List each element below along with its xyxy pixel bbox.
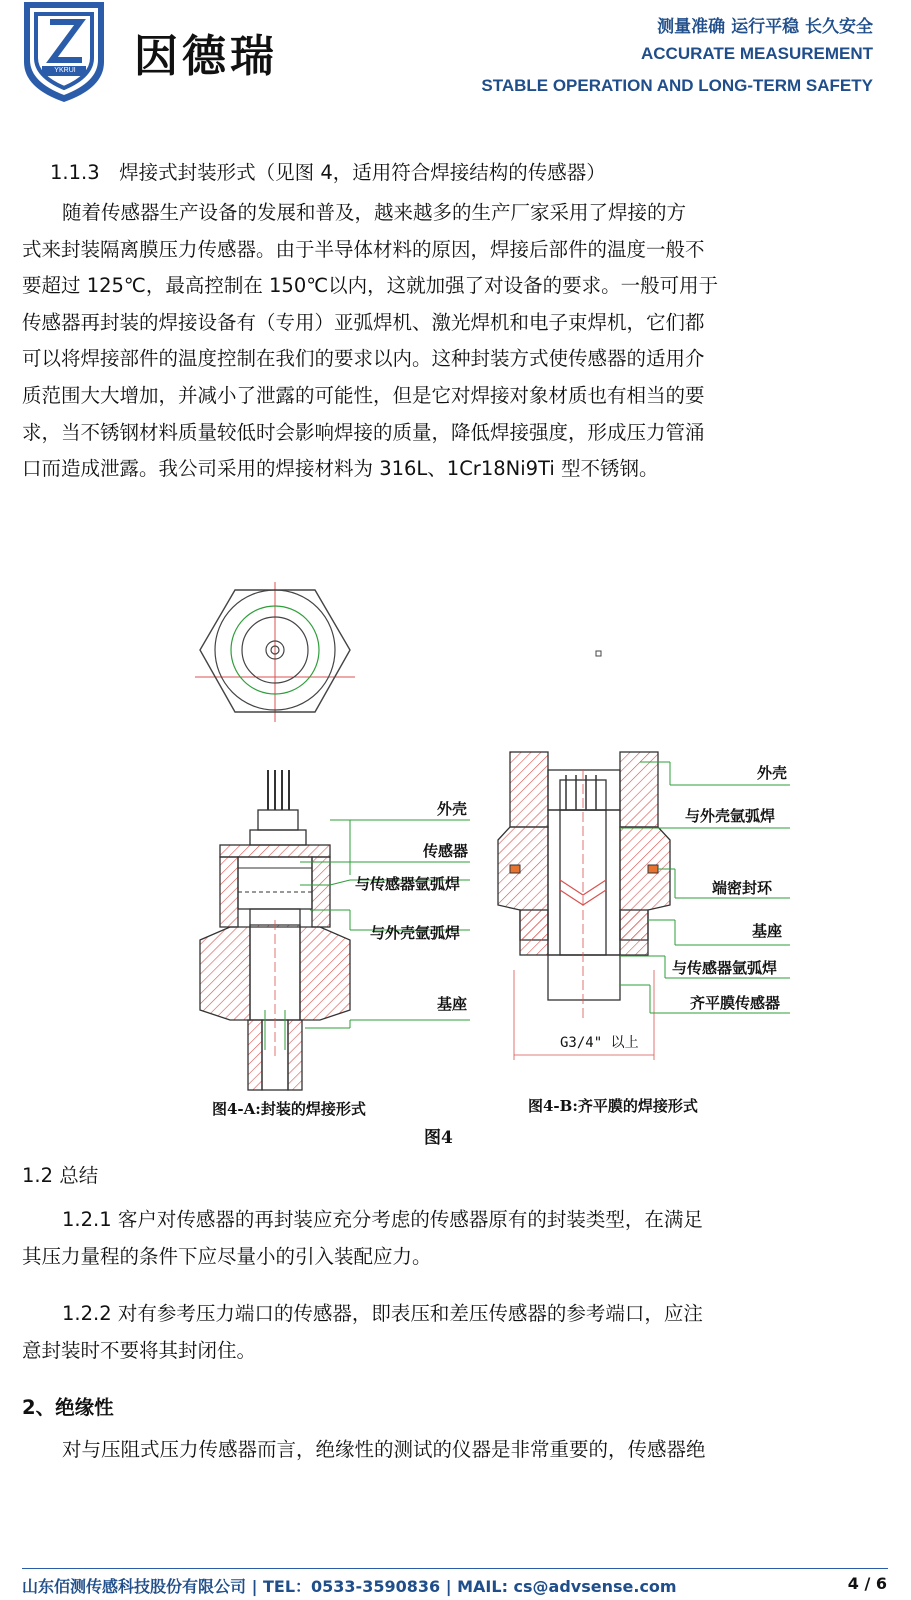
company-logo (20, 0, 108, 104)
body-line: 口而造成泄露。我公司采用的焊接材料为 316L、1Cr18Ni9Ti 型不锈钢。 (22, 457, 659, 481)
label-a-weld-sensor: 与传感器氩弧焊 (355, 875, 461, 893)
logo-text: YKRUI (54, 67, 76, 74)
body-line: 式来封装隔离膜压力传感器。由于半导体材料的原因，焊接后部件的温度一般不 (22, 237, 705, 261)
slogan-cn: 测量准确 运行平稳 长久安全 (657, 17, 873, 37)
section-2-body: 对与压阻式压力传感器而言，绝缘性的测试的仪器是非常重要的，传感器绝 (62, 1438, 706, 1461)
page-number: 4 / 6 (847, 1574, 887, 1593)
section-121-paragraph (22, 1202, 888, 1275)
figure-b-drawing (498, 752, 790, 1060)
label-b-weld-housing: 与外壳氩弧焊 (685, 807, 776, 825)
label-a-sensor: 传感器 (423, 842, 469, 860)
caption-b: 图4-B:齐平膜的焊接形式 (528, 1097, 698, 1115)
label-a-base: 基座 (437, 995, 468, 1013)
brand-name: 因德瑞 (134, 31, 278, 82)
body-line: 意封装时不要将其封闭住。 (22, 1338, 257, 1362)
slogan-en-2: STABLE OPERATION AND LONG-TERM SAFETY (481, 76, 873, 95)
footer-company-info: 山东佰测传感科技股份有限公司 | TEL：0533-3590836 | MAIL: cs@advsense.com (22, 1577, 677, 1596)
label-b-weld-sensor: 与传感器氩弧焊 (672, 959, 778, 977)
body-line: 其压力量程的条件下应尽量小的引入装配应力。 (22, 1244, 432, 1268)
section-2-heading: 2、绝缘性 (22, 1396, 114, 1419)
label-a-housing: 外壳 (437, 800, 468, 818)
slogan-en-1: ACCURATE MEASUREMENT (640, 44, 873, 63)
label-b-base: 基座 (752, 922, 783, 940)
figure-4-drawing (0, 580, 911, 1160)
section-113-heading: 1.1.3 焊接式封装形式（见图 4，适用符合焊接结构的传感器） (50, 161, 606, 184)
figure-title: 图4 (424, 1128, 453, 1148)
body-line: 随着传感器生产设备的发展和普及，越来越多的生产厂家采用了焊接的方 (62, 201, 687, 224)
figure-4 (0, 580, 911, 1160)
footer-divider (22, 1568, 888, 1569)
body-line: 传感器再封装的焊接设备有（专用）亚弧焊机、激光焊机和电子束焊机，它们都 (22, 310, 705, 334)
section-113-body (22, 195, 888, 488)
thread-label: G3/4" 以上 (560, 1035, 639, 1051)
body-line: 质范围大大增加，并减小了泄露的可能性，但是它对焊接对象材质也有相当的要 (22, 383, 705, 407)
label-b-flush-sensor: 齐平膜传感器 (690, 994, 781, 1012)
section-12-heading: 1.2 总结 (22, 1164, 99, 1187)
body-line: 可以将焊接部件的温度控制在我们的要求以内。这种封装方式使传感器的适用介 (22, 347, 705, 371)
label-b-seal-ring: 端密封环 (712, 879, 773, 897)
caption-a: 图4-A:封装的焊接形式 (212, 1100, 366, 1118)
label-a-weld-housing: 与外壳氩弧焊 (370, 924, 461, 942)
section-122-paragraph (22, 1296, 888, 1369)
label-b-housing: 外壳 (757, 764, 788, 782)
body-line: 1.2.2 对有参考压力端口的传感器，即表压和差压传感器的参考端口，应注 (62, 1302, 703, 1325)
hex-top-view (195, 582, 601, 722)
body-line: 1.2.1 客户对传感器的再封装应充分考虑的传感器原有的封装类型，在满足 (62, 1208, 703, 1231)
body-line: 求，当不锈钢材料质量较低时会影响焊接的质量，降低焊接强度，形成压力管涌 (22, 420, 705, 444)
body-line: 要超过 125℃，最高控制在 150℃以内，这就加强了对设备的要求。一般可用于 (22, 274, 719, 298)
